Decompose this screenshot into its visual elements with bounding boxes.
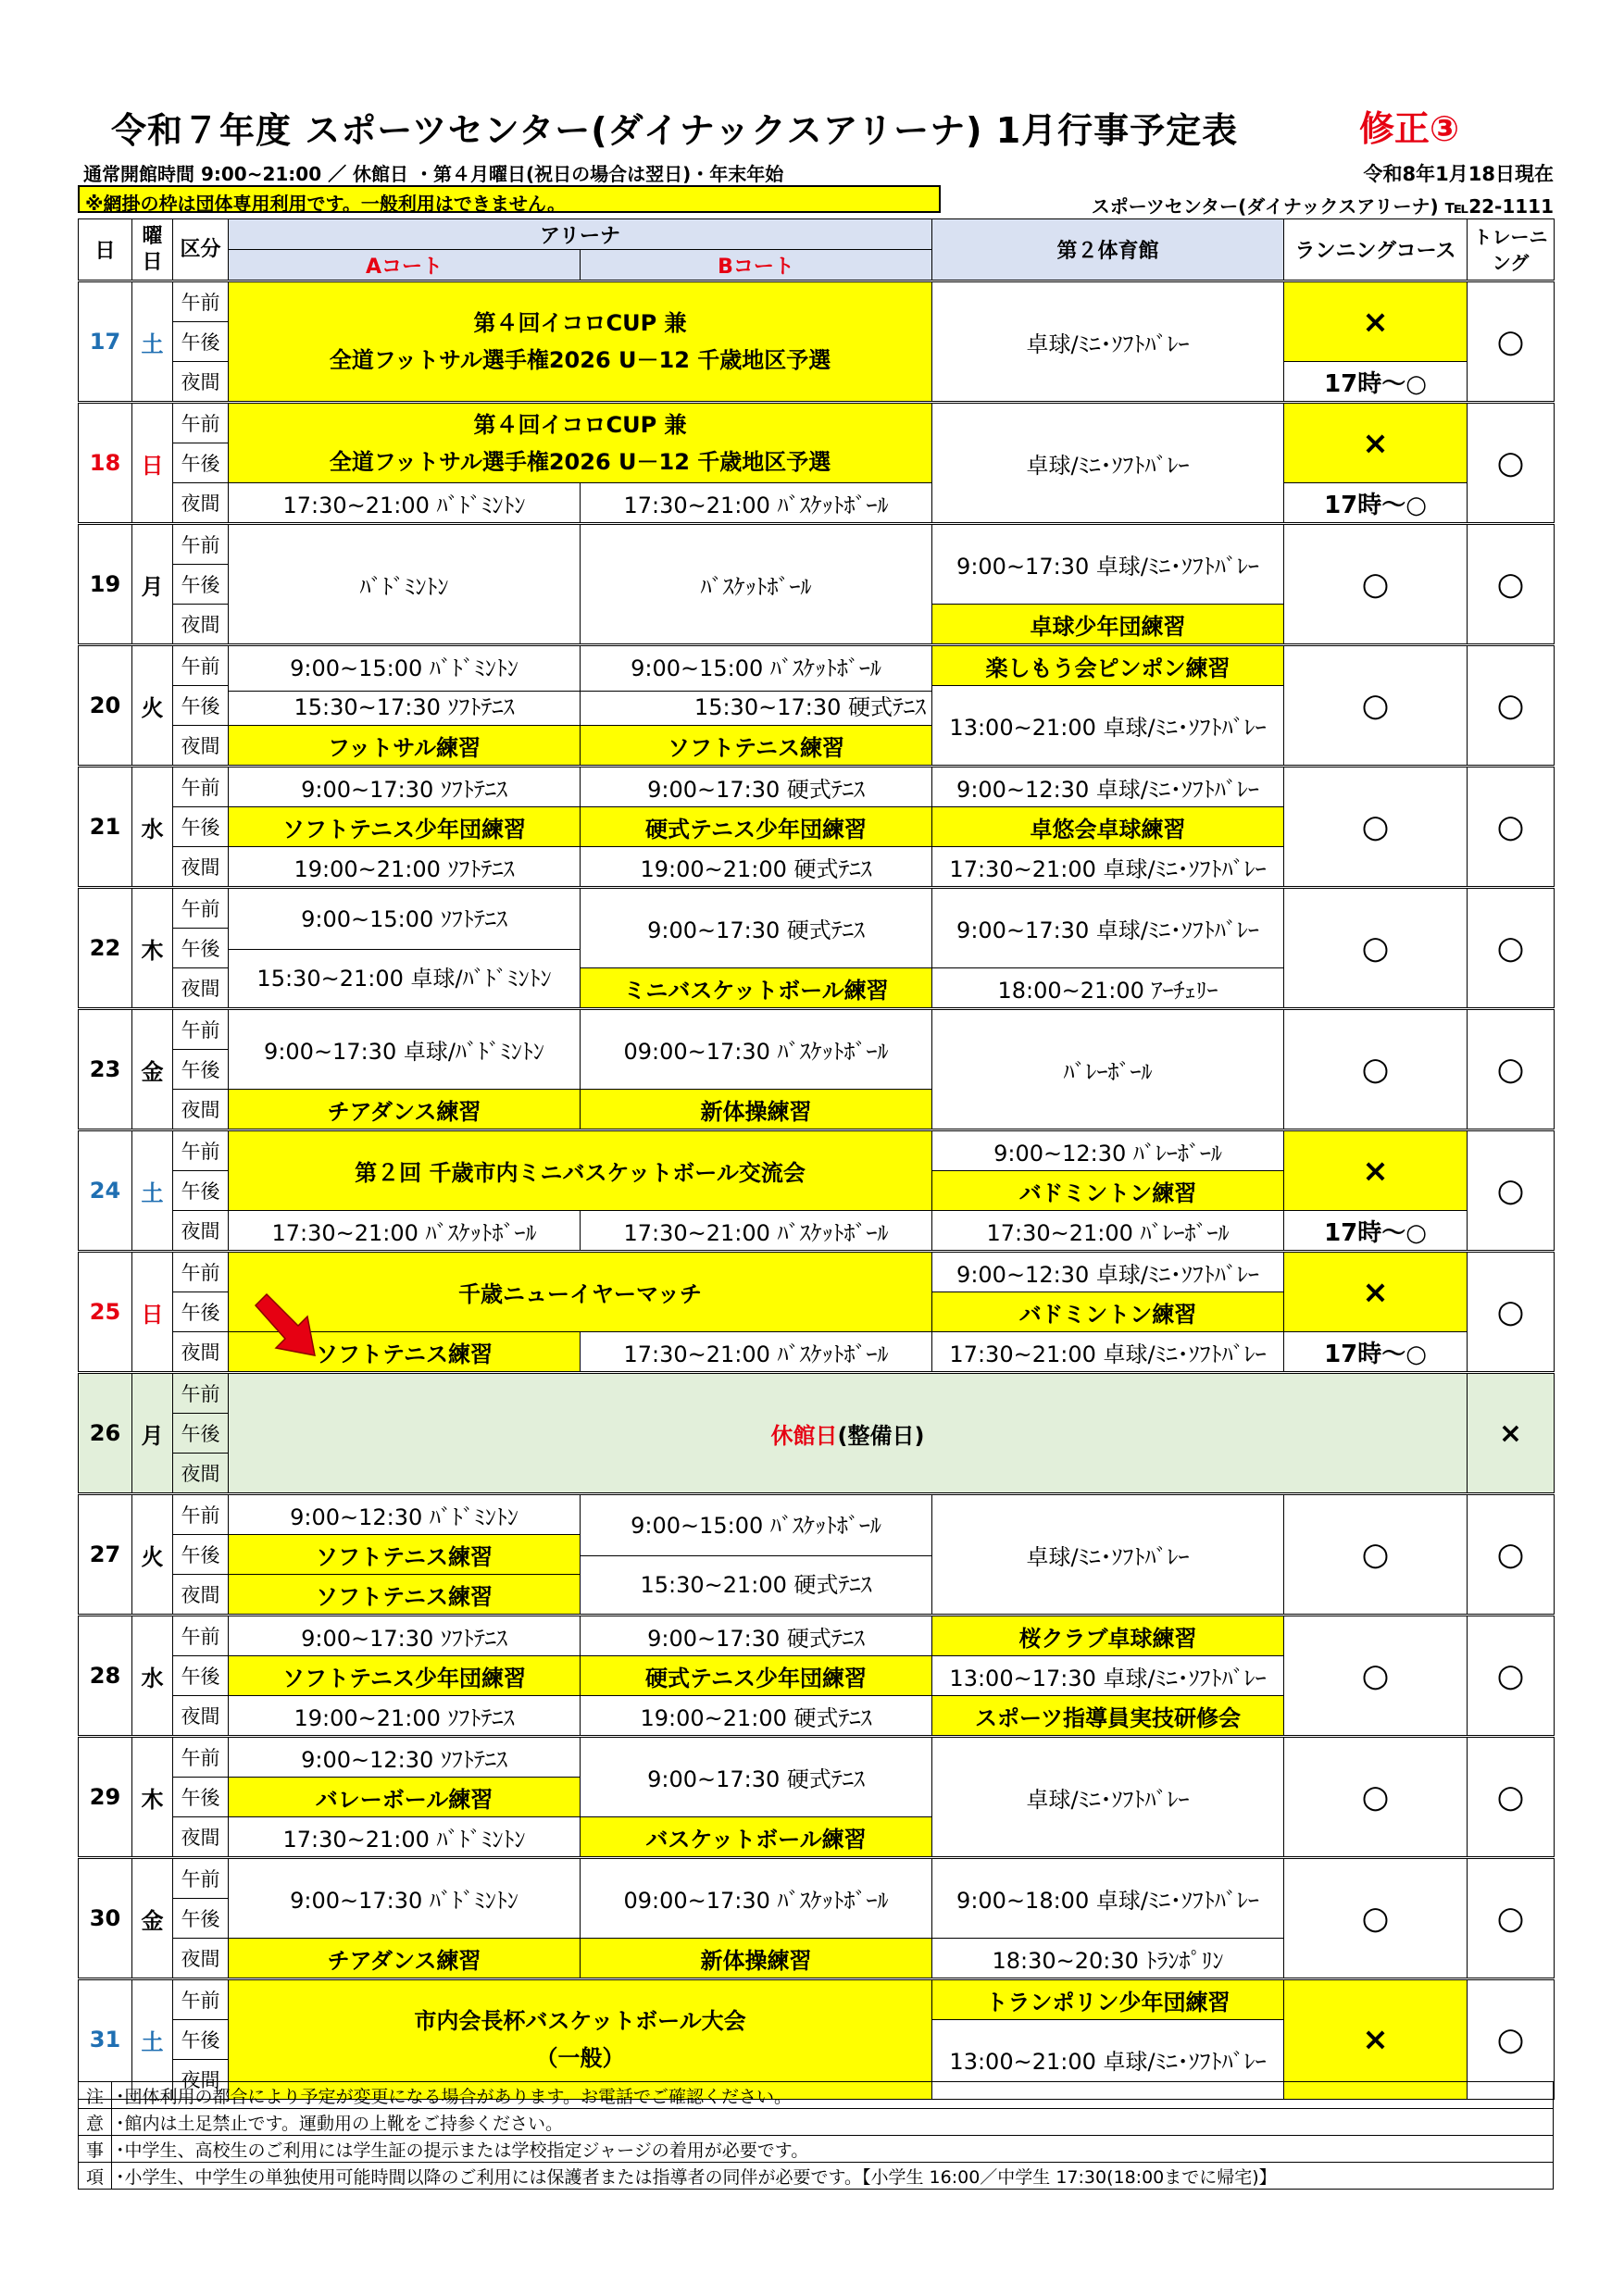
b-court-am: 9:00~17:30 硬式ﾃﾆｽ bbox=[581, 767, 932, 807]
weekday: 土 bbox=[132, 1130, 173, 1252]
b-court-event: 09:00~17:30 ﾊﾞｽｹｯﾄﾎﾞｰﾙ bbox=[581, 1009, 932, 1090]
running-status: ○ bbox=[1284, 1737, 1468, 1858]
closed-reason: (整備日) bbox=[837, 1422, 925, 1449]
period-am: 午前 bbox=[173, 1494, 229, 1535]
period-am: 午前 bbox=[173, 1252, 229, 1292]
as-of-date: 令和8年1月18日現在 bbox=[1363, 163, 1554, 185]
header-training: トレーニング bbox=[1468, 219, 1555, 281]
weekday: 木 bbox=[132, 1737, 173, 1858]
a-court-pm: ソフトテニス少年団練習 bbox=[229, 807, 581, 847]
b-court-slot-1: 9:00~15:00 ﾊﾞｽｹｯﾄﾎﾞｰﾙ bbox=[631, 1512, 881, 1539]
gym2-am: 9:00~12:30 卓球/ﾐﾆ･ｿﾌﾄﾊﾞﾚｰ bbox=[932, 1252, 1284, 1292]
b-court-night: 新体操練習 bbox=[581, 1090, 932, 1130]
facility-contact: スポーツセンター(ダイナックスアリーナ) ℡22-1111 bbox=[1091, 195, 1554, 218]
day-number: 27 bbox=[79, 1494, 132, 1616]
a-court-event bbox=[229, 645, 581, 726]
running-status: ○ bbox=[1284, 1616, 1468, 1737]
period-pm: 午後 bbox=[173, 322, 229, 362]
gym2-night: 卓球少年団練習 bbox=[932, 605, 1284, 645]
a-court-night: ソフトテニス練習 bbox=[229, 1575, 581, 1616]
gym2-am: トランポリン少年団練習 bbox=[932, 1979, 1284, 2020]
arena-event: 千歳ニューイヤーマッチ bbox=[229, 1252, 932, 1332]
day-number: 28 bbox=[79, 1616, 132, 1737]
header-running: ランニングコース bbox=[1284, 219, 1468, 281]
training-status: ○ bbox=[1468, 1979, 1555, 2100]
day-number: 21 bbox=[79, 767, 132, 888]
training-status: ○ bbox=[1468, 1252, 1555, 1373]
a-court-am: 9:00~12:30 ﾊﾞﾄﾞﾐﾝﾄﾝ bbox=[229, 1494, 581, 1535]
a-court-slot-1: 9:00~15:00 ﾊﾞﾄﾞﾐﾝﾄﾝ bbox=[290, 655, 518, 681]
header-weekday: 曜日 bbox=[132, 219, 173, 281]
training-status: ○ bbox=[1468, 1130, 1555, 1252]
period-night: 夜間 bbox=[173, 1090, 229, 1130]
gym2-event: 9:00~18:00 卓球/ﾐﾆ･ｿﾌﾄﾊﾞﾚｰ bbox=[932, 1858, 1284, 1939]
weekday: 日 bbox=[132, 1252, 173, 1373]
training-status: ○ bbox=[1468, 645, 1555, 767]
period-am: 午前 bbox=[173, 1858, 229, 1899]
gym2-night: 17:30~21:00 ﾊﾞﾚｰﾎﾞｰﾙ bbox=[932, 1211, 1284, 1252]
training-status: ○ bbox=[1468, 1616, 1555, 1737]
period-night: 夜間 bbox=[173, 847, 229, 888]
period-pm: 午後 bbox=[173, 1535, 229, 1575]
period-night: 夜間 bbox=[173, 1211, 229, 1252]
b-court-pm: 硬式テニス少年団練習 bbox=[581, 1656, 932, 1696]
running-status: × bbox=[1284, 1979, 1468, 2100]
a-court-night: 19:00~21:00 ｿﾌﾄﾃﾆｽ bbox=[229, 1696, 581, 1737]
gym2-event: 卓球/ﾐﾆ･ｿﾌﾄﾊﾞﾚｰ bbox=[932, 1494, 1284, 1616]
arena-event: 第４回イコロCUP 兼 全道フットサル選手権2026 U－12 千歳地区予選 bbox=[229, 281, 932, 403]
b-court-night: ミニバスケットボール練習 bbox=[581, 968, 932, 1009]
period-night: 夜間 bbox=[173, 1696, 229, 1737]
notes-label-1: 注 bbox=[79, 2082, 112, 2109]
a-court-am: 9:00~17:30 ｿﾌﾄﾃﾆｽ bbox=[229, 1616, 581, 1656]
period-am: 午前 bbox=[173, 281, 229, 322]
gym2-pm: 卓悠会卓球練習 bbox=[932, 807, 1284, 847]
period-pm: 午後 bbox=[173, 443, 229, 483]
period-pm: 午後 bbox=[173, 1899, 229, 1939]
b-court-event: ﾊﾞｽｹｯﾄﾎﾞｰﾙ bbox=[581, 524, 932, 645]
gym2-event: 9:00~17:30 卓球/ﾐﾆ･ｿﾌﾄﾊﾞﾚｰ bbox=[932, 524, 1284, 605]
weekday: 土 bbox=[132, 1979, 173, 2100]
gym2-event: 卓球/ﾐﾆ･ｿﾌﾄﾊﾞﾚｰ bbox=[932, 403, 1284, 524]
period-night: 夜間 bbox=[173, 1575, 229, 1616]
period-night: 夜間 bbox=[173, 1817, 229, 1858]
day-number: 18 bbox=[79, 403, 132, 524]
gym2-am: 桜クラブ卓球練習 bbox=[932, 1616, 1284, 1656]
running-night: 17時～○ bbox=[1284, 1211, 1468, 1252]
day-number: 31 bbox=[79, 1979, 132, 2100]
arrow-icon bbox=[250, 1289, 324, 1363]
b-court-slot-2: 15:30~21:00 硬式ﾃﾆｽ bbox=[581, 1555, 931, 1614]
a-court-slot-1: 9:00~15:00 ｿﾌﾄﾃﾆｽ bbox=[301, 905, 507, 932]
b-court-event: 9:00~17:30 硬式ﾃﾆｽ bbox=[581, 888, 932, 968]
weekday: 日 bbox=[132, 403, 173, 524]
day-number: 17 bbox=[79, 281, 132, 403]
training-status: ○ bbox=[1468, 888, 1555, 1009]
b-court-night: バスケットボール練習 bbox=[581, 1817, 932, 1858]
header-period: 区分 bbox=[173, 219, 229, 281]
weekday: 土 bbox=[132, 281, 173, 403]
arena-event: 第２回 千歳市内ミニバスケットボール交流会 bbox=[229, 1130, 932, 1211]
b-court-event: 9:00~17:30 硬式ﾃﾆｽ bbox=[581, 1737, 932, 1817]
period-night: 夜間 bbox=[173, 726, 229, 767]
b-court-pm: 硬式テニス少年団練習 bbox=[581, 807, 932, 847]
running-status: ○ bbox=[1284, 645, 1468, 767]
b-court-night: 新体操練習 bbox=[581, 1939, 932, 1979]
training-status: ○ bbox=[1468, 524, 1555, 645]
training-status: ○ bbox=[1468, 767, 1555, 888]
period-pm: 午後 bbox=[173, 686, 229, 726]
b-court-night: 17:30~21:00 ﾊﾞｽｹｯﾄﾎﾞｰﾙ bbox=[581, 1211, 932, 1252]
period-night: 夜間 bbox=[173, 1939, 229, 1979]
weekday: 水 bbox=[132, 1616, 173, 1737]
page-title: 令和７年度 スポーツセンター(ダイナックスアリーナ) 1月行事予定表 bbox=[111, 110, 1239, 151]
period-pm: 午後 bbox=[173, 1171, 229, 1211]
notes-table bbox=[78, 2081, 1554, 2190]
closed-day bbox=[229, 1373, 1468, 1494]
b-court-night: 19:00~21:00 硬式ﾃﾆｽ bbox=[581, 847, 932, 888]
period-am: 午前 bbox=[173, 403, 229, 443]
schedule-table bbox=[78, 218, 1555, 2100]
header-b-court: Bコート bbox=[581, 250, 932, 281]
running-status: ○ bbox=[1284, 524, 1468, 645]
notes-label-2: 意 bbox=[79, 2109, 112, 2136]
a-court-event bbox=[229, 888, 581, 1009]
header-arena: アリーナ bbox=[229, 219, 932, 250]
header-a-court: Aコート bbox=[229, 250, 581, 281]
a-court-event: 9:00~17:30 ﾊﾞﾄﾞﾐﾝﾄﾝ bbox=[229, 1858, 581, 1939]
note-line: ･小学生、中学生の単独使用可能時間以降のご利用には保護者または指導者の同伴が必要です。【小学生 16:00／中学生 17:30(18:00までに帰宅)】 bbox=[112, 2163, 1554, 2190]
a-court-night: 17:30~21:00 ﾊﾞﾄﾞﾐﾝﾄﾝ bbox=[229, 483, 581, 524]
notes-label-3: 事 bbox=[79, 2136, 112, 2163]
period-pm: 午後 bbox=[173, 565, 229, 605]
running-status: ○ bbox=[1284, 888, 1468, 1009]
running-status: ○ bbox=[1284, 1009, 1468, 1130]
header-day: 日 bbox=[79, 219, 132, 281]
a-court-night: フットサル練習 bbox=[229, 726, 581, 767]
weekday: 水 bbox=[132, 767, 173, 888]
period-am: 午前 bbox=[173, 1130, 229, 1171]
gym2-pm: 13:00~17:30 卓球/ﾐﾆ･ｿﾌﾄﾊﾞﾚｰ bbox=[932, 1656, 1284, 1696]
weekday: 木 bbox=[132, 888, 173, 1009]
training-status: ○ bbox=[1468, 281, 1555, 403]
period-pm: 午後 bbox=[173, 807, 229, 847]
period-pm: 午後 bbox=[173, 2020, 229, 2060]
running-status: ○ bbox=[1284, 1494, 1468, 1616]
running-status: ○ bbox=[1284, 1858, 1468, 1979]
b-court-event bbox=[581, 1494, 932, 1616]
a-court-pm: ソフトテニス練習 bbox=[229, 1535, 581, 1575]
b-court-night: 19:00~21:00 硬式ﾃﾆｽ bbox=[581, 1696, 932, 1737]
running-night: 17時～○ bbox=[1284, 1332, 1468, 1373]
period-night: 夜間 bbox=[173, 1454, 229, 1494]
notes-label-4: 項 bbox=[79, 2163, 112, 2190]
revision-label: 修正③ bbox=[1359, 108, 1460, 149]
gym2-event: 卓球/ﾐﾆ･ｿﾌﾄﾊﾞﾚｰ bbox=[932, 281, 1284, 403]
period-am: 午前 bbox=[173, 1737, 229, 1778]
b-court-night: ソフトテニス練習 bbox=[581, 726, 932, 767]
period-pm: 午後 bbox=[173, 1778, 229, 1817]
period-am: 午前 bbox=[173, 1616, 229, 1656]
running-night: 17時～○ bbox=[1284, 362, 1468, 403]
period-night: 夜間 bbox=[173, 605, 229, 645]
period-am: 午前 bbox=[173, 645, 229, 686]
a-court-night: 19:00~21:00 ｿﾌﾄﾃﾆｽ bbox=[229, 847, 581, 888]
a-court-night: チアダンス練習 bbox=[229, 1090, 581, 1130]
gym2-am: 9:00~12:30 卓球/ﾐﾆ･ｿﾌﾄﾊﾞﾚｰ bbox=[932, 767, 1284, 807]
b-court-slot-2: 15:30~17:30 硬式ﾃﾆｽ bbox=[581, 691, 931, 723]
day-number: 29 bbox=[79, 1737, 132, 1858]
a-court-night: 17:30~21:00 ﾊﾞﾄﾞﾐﾝﾄﾝ bbox=[229, 1817, 581, 1858]
day-number: 20 bbox=[79, 645, 132, 767]
a-court-am: 9:00~12:30 ｿﾌﾄﾃﾆｽ bbox=[229, 1737, 581, 1778]
day-number: 30 bbox=[79, 1858, 132, 1979]
period-pm: 午後 bbox=[173, 1292, 229, 1332]
period-pm: 午後 bbox=[173, 929, 229, 968]
gym2-event: 9:00~17:30 卓球/ﾐﾆ･ｿﾌﾄﾊﾞﾚｰ bbox=[932, 888, 1284, 968]
b-court-slot-1: 9:00~15:00 ﾊﾞｽｹｯﾄﾎﾞｰﾙ bbox=[631, 655, 881, 681]
weekday: 月 bbox=[132, 1373, 173, 1494]
gym2-event: 卓球/ﾐﾆ･ｿﾌﾄﾊﾞﾚｰ bbox=[932, 1737, 1284, 1858]
arena-event: 市内会長杯バスケットボール大会 （一般） bbox=[229, 1979, 932, 2100]
gym2-night: スポーツ指導員実技研修会 bbox=[932, 1696, 1284, 1737]
b-court-event bbox=[581, 645, 932, 726]
note-line: ･館内は土足禁止です。運動用の上靴をご持参ください。 bbox=[112, 2109, 1554, 2136]
shaded-cell-note: ※網掛の枠は団体専用利用です。一般利用はできません。 bbox=[78, 185, 941, 213]
a-court-slot-2: 15:30~17:30 ｿﾌﾄﾃﾆｽ bbox=[229, 691, 580, 723]
arena-event: 第４回イコロCUP 兼 全道フットサル選手権2026 U－12 千歳地区予選 bbox=[229, 403, 932, 483]
period-am: 午前 bbox=[173, 524, 229, 565]
weekday: 月 bbox=[132, 524, 173, 645]
a-court-event: 9:00~17:30 卓球/ﾊﾞﾄﾞﾐﾝﾄﾝ bbox=[229, 1009, 581, 1090]
training-status: ○ bbox=[1468, 403, 1555, 524]
period-night: 夜間 bbox=[173, 362, 229, 403]
training-status: ○ bbox=[1468, 1858, 1555, 1979]
gym2-pm: バドミントン練習 bbox=[932, 1292, 1284, 1332]
b-court-am: 9:00~17:30 硬式ﾃﾆｽ bbox=[581, 1616, 932, 1656]
period-pm: 午後 bbox=[173, 1656, 229, 1696]
day-number: 23 bbox=[79, 1009, 132, 1130]
period-night: 夜間 bbox=[173, 483, 229, 524]
day-number: 24 bbox=[79, 1130, 132, 1252]
period-pm: 午後 bbox=[173, 1414, 229, 1454]
gym2-night: 18:30~20:30 ﾄﾗﾝﾎﾟﾘﾝ bbox=[932, 1939, 1284, 1979]
b-court-event: 09:00~17:30 ﾊﾞｽｹｯﾄﾎﾞｰﾙ bbox=[581, 1858, 932, 1939]
a-court-night: チアダンス練習 bbox=[229, 1939, 581, 1979]
weekday: 火 bbox=[132, 645, 173, 767]
running-status: × bbox=[1284, 1252, 1468, 1332]
note-line: ･中学生、高校生のご利用には学生証の提示または学校指定ジャージの着用が必要です。 bbox=[112, 2136, 1554, 2163]
weekday: 金 bbox=[132, 1009, 173, 1130]
training-status: × bbox=[1468, 1373, 1555, 1494]
period-night: 夜間 bbox=[173, 968, 229, 1009]
period-am: 午前 bbox=[173, 888, 229, 929]
day-number: 22 bbox=[79, 888, 132, 1009]
day-number: 19 bbox=[79, 524, 132, 645]
gym2-pm: バドミントン練習 bbox=[932, 1171, 1284, 1211]
header-gym2: 第２体育館 bbox=[932, 219, 1284, 281]
running-status: ○ bbox=[1284, 767, 1468, 888]
a-court-slot-2: 15:30~21:00 卓球/ﾊﾞﾄﾞﾐﾝﾄﾝ bbox=[229, 949, 580, 1007]
a-court-night: ソフトテニス練習 bbox=[229, 1332, 581, 1373]
training-status: ○ bbox=[1468, 1737, 1555, 1858]
gym2-night: 18:00~21:00 ｱｰﾁｪﾘｰ bbox=[932, 968, 1284, 1009]
closed-label: 休館日 bbox=[770, 1422, 838, 1449]
training-status: ○ bbox=[1468, 1009, 1555, 1130]
a-court-event: ﾊﾞﾄﾞﾐﾝﾄﾝ bbox=[229, 524, 581, 645]
running-status: × bbox=[1284, 281, 1468, 362]
period-pm: 午後 bbox=[173, 1050, 229, 1090]
period-am: 午前 bbox=[173, 1979, 229, 2020]
running-status: × bbox=[1284, 1130, 1468, 1211]
weekday: 金 bbox=[132, 1858, 173, 1979]
opening-hours: 通常開館時間 9:00~21:00 ／ 休館日 ・第４月曜日(祝日の場合は翌日)・年末年始 bbox=[83, 163, 784, 185]
b-court-night: 17:30~21:00 ﾊﾞｽｹｯﾄﾎﾞｰﾙ bbox=[581, 1332, 932, 1373]
gym2-event: 13:00~21:00 卓球/ﾐﾆ･ｿﾌﾄﾊﾞﾚｰ bbox=[932, 2020, 1284, 2100]
gym2-night: 17:30~21:00 卓球/ﾐﾆ･ｿﾌﾄﾊﾞﾚｰ bbox=[932, 1332, 1284, 1373]
gym2-am: 楽しもう会ピンポン練習 bbox=[932, 645, 1284, 686]
running-status: × bbox=[1284, 403, 1468, 483]
training-status: ○ bbox=[1468, 1494, 1555, 1616]
a-court-night: 17:30~21:00 ﾊﾞｽｹｯﾄﾎﾞｰﾙ bbox=[229, 1211, 581, 1252]
a-court-pm: ソフトテニス少年団練習 bbox=[229, 1656, 581, 1696]
day-number: 25 bbox=[79, 1252, 132, 1373]
gym2-event: ﾊﾞﾚｰﾎﾞｰﾙ bbox=[932, 1009, 1284, 1130]
a-court-am: 9:00~17:30 ｿﾌﾄﾃﾆｽ bbox=[229, 767, 581, 807]
weekday: 火 bbox=[132, 1494, 173, 1616]
period-night: 夜間 bbox=[173, 1332, 229, 1373]
gym2-am: 9:00~12:30 ﾊﾞﾚｰﾎﾞｰﾙ bbox=[932, 1130, 1284, 1171]
gym2-night: 17:30~21:00 卓球/ﾐﾆ･ｿﾌﾄﾊﾞﾚｰ bbox=[932, 847, 1284, 888]
period-am: 午前 bbox=[173, 1009, 229, 1050]
note-line: ･団体利用の都合により予定が変更になる場合があります。お電話でご確認ください。 bbox=[112, 2082, 1554, 2109]
running-night: 17時～○ bbox=[1284, 483, 1468, 524]
a-court-pm: バレーボール練習 bbox=[229, 1778, 581, 1817]
gym2-event: 13:00~21:00 卓球/ﾐﾆ･ｿﾌﾄﾊﾞﾚｰ bbox=[932, 686, 1284, 767]
b-court-night: 17:30~21:00 ﾊﾞｽｹｯﾄﾎﾞｰﾙ bbox=[581, 483, 932, 524]
period-night: 夜間 bbox=[173, 2060, 229, 2100]
period-am: 午前 bbox=[173, 1373, 229, 1414]
period-am: 午前 bbox=[173, 767, 229, 807]
day-number: 26 bbox=[79, 1373, 132, 1494]
